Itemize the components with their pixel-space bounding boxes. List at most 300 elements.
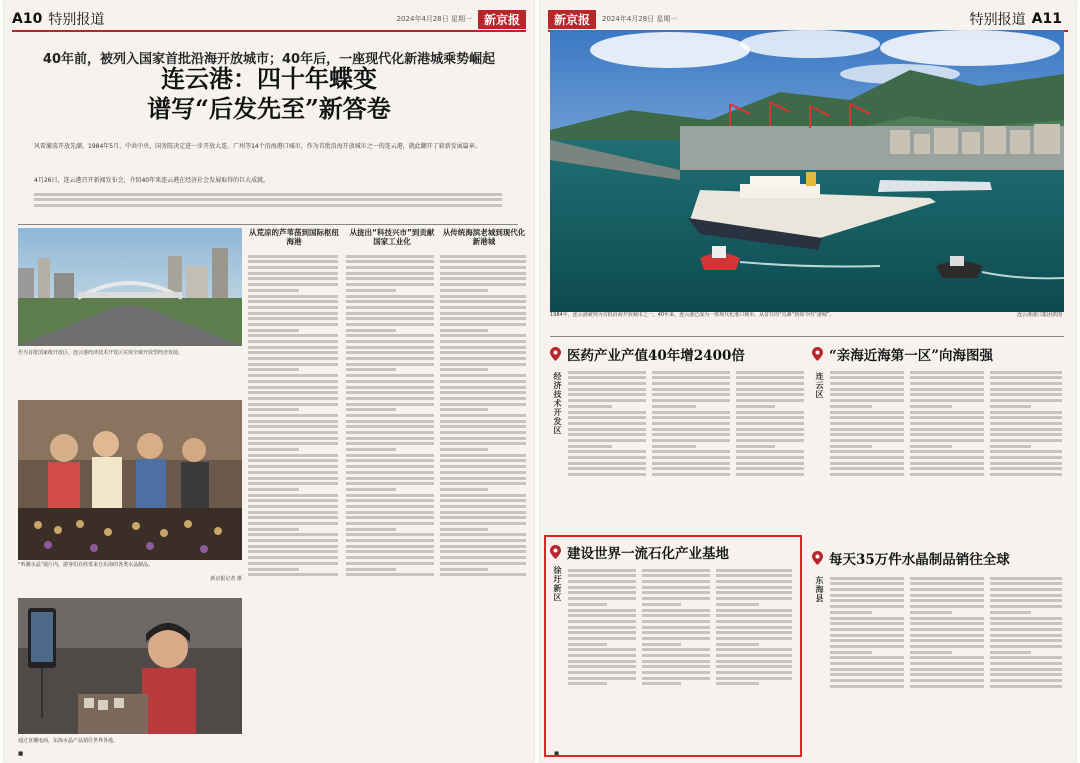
text-line bbox=[440, 397, 526, 400]
text-line bbox=[910, 388, 984, 391]
text-line bbox=[990, 456, 1062, 459]
text-line bbox=[346, 568, 396, 571]
text-line bbox=[910, 416, 984, 419]
text-line bbox=[440, 414, 526, 417]
text-line bbox=[248, 408, 299, 411]
text-line bbox=[910, 582, 984, 585]
text-line bbox=[990, 416, 1062, 419]
text-line bbox=[910, 376, 984, 379]
text-line bbox=[830, 582, 904, 585]
text-line bbox=[736, 422, 804, 425]
text-line bbox=[910, 594, 984, 597]
story-headline-4 bbox=[812, 548, 1010, 568]
text-line bbox=[990, 376, 1062, 379]
story-4-column-3 bbox=[990, 574, 1064, 748]
text-line bbox=[830, 456, 904, 459]
text-line bbox=[248, 403, 338, 406]
text-line bbox=[736, 433, 804, 436]
story-title-4: 每天35万件水晶制品销往全球 bbox=[829, 552, 1010, 568]
text-line bbox=[568, 376, 646, 379]
text-line bbox=[346, 414, 434, 417]
text-line bbox=[346, 573, 434, 576]
text-line bbox=[830, 594, 904, 597]
text-line bbox=[830, 439, 904, 442]
highlight-box bbox=[544, 535, 802, 757]
text-line bbox=[248, 522, 338, 525]
text-line bbox=[346, 346, 434, 349]
body-column-2 bbox=[346, 252, 436, 738]
text-line bbox=[346, 511, 434, 514]
text-line bbox=[568, 428, 646, 431]
text-line bbox=[346, 499, 434, 502]
text-line bbox=[990, 405, 1031, 408]
text-line bbox=[652, 450, 730, 453]
district-label-1: 经济技术开发区 bbox=[553, 372, 562, 435]
text-line bbox=[568, 462, 646, 465]
text-line bbox=[346, 283, 434, 286]
text-line bbox=[910, 422, 984, 425]
newspaper-logo: 新京报 bbox=[478, 10, 526, 29]
photo-caption-2: “听潮水晶”展厅内，游客们在欣赏来自东海的各类水晶制品。 bbox=[18, 562, 154, 568]
text-line bbox=[440, 573, 526, 576]
text-line bbox=[248, 266, 338, 269]
text-line bbox=[248, 340, 338, 343]
text-line bbox=[990, 673, 1062, 676]
text-line bbox=[248, 397, 338, 400]
text-line bbox=[248, 295, 338, 298]
left-header bbox=[12, 8, 526, 32]
district-label-3: 徐圩新区 bbox=[553, 566, 562, 602]
text-line bbox=[910, 399, 984, 402]
story-1-column-1 bbox=[568, 368, 648, 530]
text-line bbox=[346, 351, 434, 354]
title-line-1: 连云港：四十年蝶变 bbox=[161, 64, 377, 93]
text-line bbox=[440, 403, 526, 406]
text-line bbox=[346, 459, 434, 462]
text-line bbox=[990, 439, 1062, 442]
text-line bbox=[910, 599, 984, 602]
text-line bbox=[652, 422, 730, 425]
divider bbox=[550, 336, 1064, 337]
text-line bbox=[346, 550, 434, 553]
text-line bbox=[34, 198, 502, 201]
text-line bbox=[830, 611, 872, 614]
text-line bbox=[346, 295, 434, 298]
text-line bbox=[346, 312, 434, 315]
newspaper-logo: 新京报 bbox=[548, 10, 596, 29]
text-line bbox=[440, 312, 526, 315]
text-line bbox=[248, 568, 299, 571]
text-line bbox=[248, 454, 338, 457]
text-line bbox=[346, 363, 434, 366]
text-line bbox=[910, 611, 952, 614]
text-line bbox=[830, 656, 904, 659]
text-line bbox=[990, 622, 1062, 625]
text-line bbox=[736, 445, 775, 448]
text-line bbox=[736, 450, 804, 453]
text-line bbox=[346, 397, 434, 400]
text-line bbox=[910, 617, 984, 620]
main-title bbox=[4, 64, 534, 124]
text-line bbox=[568, 473, 646, 476]
section-name: 特别报道 bbox=[969, 12, 1026, 28]
text-line bbox=[440, 511, 526, 514]
text-line bbox=[346, 272, 434, 275]
text-line bbox=[346, 323, 434, 326]
text-line bbox=[910, 456, 984, 459]
text-line bbox=[346, 431, 434, 434]
subhead-1: 从荒凉的芦苇荡到国际枢纽海港 bbox=[249, 228, 339, 246]
text-line bbox=[440, 340, 526, 343]
text-line bbox=[830, 605, 904, 608]
text-line bbox=[990, 450, 1062, 453]
text-line bbox=[830, 411, 904, 414]
text-line bbox=[910, 651, 952, 654]
text-line bbox=[652, 445, 696, 448]
text-line bbox=[568, 382, 646, 385]
text-line bbox=[248, 386, 338, 389]
text-line bbox=[736, 439, 804, 442]
text-line bbox=[830, 467, 904, 470]
text-line bbox=[990, 685, 1062, 688]
text-line bbox=[652, 399, 730, 402]
text-line bbox=[652, 393, 730, 396]
text-line bbox=[248, 312, 338, 315]
text-line bbox=[568, 456, 646, 459]
text-line bbox=[910, 639, 984, 642]
text-line bbox=[440, 346, 526, 349]
text-line bbox=[830, 685, 904, 688]
text-line bbox=[248, 516, 338, 519]
text-line bbox=[346, 334, 434, 337]
text-line bbox=[440, 283, 526, 286]
text-line bbox=[830, 599, 904, 602]
text-line bbox=[830, 388, 904, 391]
text-line bbox=[910, 577, 984, 580]
port-photo-caption-text: 1984年，连云港被列为首批沿海开放城市之一。40年来，连云港已成为一座现代化港口城市，从昔日的“荒滩”到如今的“港城”。 bbox=[550, 312, 835, 318]
text-line bbox=[910, 685, 984, 688]
text-line bbox=[440, 522, 526, 525]
text-line bbox=[346, 562, 434, 565]
text-line bbox=[248, 545, 338, 548]
text-line bbox=[736, 411, 804, 414]
text-line bbox=[248, 323, 338, 326]
story-4-column-2 bbox=[910, 574, 986, 748]
text-line bbox=[440, 482, 526, 485]
text-line bbox=[652, 371, 730, 374]
story-2-column-1 bbox=[830, 368, 906, 530]
text-line bbox=[248, 346, 338, 349]
location-pin-icon bbox=[812, 551, 823, 565]
text-line bbox=[910, 405, 952, 408]
text-line bbox=[990, 628, 1062, 631]
text-line bbox=[910, 668, 984, 671]
text-line bbox=[830, 399, 904, 402]
text-line bbox=[346, 368, 396, 371]
story-title-1: 医药产业产值40年增2400倍 bbox=[567, 348, 745, 364]
text-line bbox=[248, 482, 338, 485]
text-line bbox=[346, 306, 434, 309]
text-line bbox=[440, 255, 526, 258]
text-line bbox=[346, 533, 434, 536]
text-line bbox=[248, 317, 338, 320]
text-line bbox=[440, 317, 526, 320]
text-line bbox=[440, 374, 526, 377]
body-column-1 bbox=[248, 252, 340, 738]
story-headline-1 bbox=[550, 344, 745, 364]
text-line bbox=[990, 599, 1062, 602]
text-line bbox=[346, 516, 434, 519]
text-line bbox=[248, 562, 338, 565]
text-line bbox=[248, 442, 338, 445]
text-line bbox=[990, 594, 1062, 597]
story-4-column-1 bbox=[830, 574, 906, 748]
text-line bbox=[568, 371, 646, 374]
text-line bbox=[440, 408, 488, 411]
photo-credit-2: 新京报记者 摄 bbox=[210, 576, 242, 582]
text-line bbox=[910, 439, 984, 442]
text-line bbox=[990, 577, 1062, 580]
text-line bbox=[248, 465, 338, 468]
text-line bbox=[440, 528, 488, 531]
text-line bbox=[440, 471, 526, 474]
text-line bbox=[248, 334, 338, 337]
text-line bbox=[990, 634, 1062, 637]
text-line bbox=[910, 371, 984, 374]
text-line bbox=[346, 289, 396, 292]
text-line bbox=[830, 428, 904, 431]
text-line bbox=[440, 442, 526, 445]
text-line bbox=[568, 439, 646, 442]
page-footer: ■ bbox=[18, 751, 24, 757]
text-line bbox=[346, 522, 434, 525]
text-line bbox=[990, 428, 1062, 431]
text-line bbox=[346, 408, 396, 411]
left-page bbox=[4, 0, 534, 763]
text-line bbox=[34, 204, 502, 207]
section-name: 特别报道 bbox=[48, 12, 105, 28]
text-line bbox=[990, 473, 1062, 476]
lead-body bbox=[34, 190, 504, 220]
text-line bbox=[990, 588, 1062, 591]
text-line bbox=[652, 411, 730, 414]
text-line bbox=[346, 386, 434, 389]
text-line bbox=[990, 639, 1062, 642]
text-line bbox=[736, 376, 804, 379]
text-line bbox=[830, 445, 872, 448]
text-line bbox=[440, 391, 526, 394]
text-line bbox=[440, 562, 526, 565]
text-line bbox=[34, 193, 502, 196]
text-line bbox=[248, 277, 338, 280]
text-line bbox=[830, 651, 872, 654]
text-line bbox=[830, 382, 904, 385]
text-line bbox=[440, 556, 526, 559]
photo-port-aerial bbox=[550, 30, 1064, 312]
text-line bbox=[990, 679, 1062, 682]
story-title-2: “亲海近海第一区”向海图强 bbox=[829, 348, 994, 364]
text-line bbox=[830, 473, 904, 476]
text-line bbox=[346, 442, 434, 445]
page-number: A10 bbox=[12, 11, 43, 27]
text-line bbox=[736, 456, 804, 459]
text-line bbox=[346, 465, 434, 468]
text-line bbox=[248, 368, 299, 371]
text-line bbox=[346, 255, 434, 258]
text-line bbox=[910, 673, 984, 676]
text-line bbox=[652, 428, 730, 431]
text-line bbox=[830, 645, 904, 648]
text-line bbox=[440, 368, 488, 371]
text-line bbox=[346, 329, 396, 332]
text-line bbox=[990, 422, 1062, 425]
text-line bbox=[248, 533, 338, 536]
text-line bbox=[652, 416, 730, 419]
text-line bbox=[346, 505, 434, 508]
text-line bbox=[346, 374, 434, 377]
district-label-2: 连云区 bbox=[815, 372, 824, 399]
port-photo-caption bbox=[550, 312, 1062, 319]
subhead-2: 从拢出“科技兴市”到贡献国家工业化 bbox=[349, 228, 435, 246]
text-line bbox=[440, 550, 526, 553]
text-line bbox=[652, 439, 730, 442]
text-line bbox=[440, 329, 488, 332]
photo-caption-1: 作为首批国家级开放区，连云港经济技术开发区实现全域开放型经济发展。 bbox=[18, 350, 184, 356]
text-line bbox=[568, 388, 646, 391]
text-line bbox=[440, 266, 526, 269]
text-line bbox=[736, 428, 804, 431]
text-line bbox=[440, 363, 526, 366]
text-line bbox=[910, 628, 984, 631]
text-line bbox=[568, 405, 612, 408]
photo-livestream bbox=[18, 598, 242, 734]
lead-paragraph-1: 风雷激荡开放先潮。1984年5月，中共中央、国务院决定进一步开放大连、广州等14个沿海港口城市，作为首批沿海开放城市之一的连云港，就此翻开了崭新发展篇章。 bbox=[34, 143, 481, 150]
text-line bbox=[346, 300, 434, 303]
text-line bbox=[248, 477, 338, 480]
text-line bbox=[346, 488, 396, 491]
text-line bbox=[830, 622, 904, 625]
text-line bbox=[440, 295, 526, 298]
story-1-column-3 bbox=[736, 368, 806, 530]
text-line bbox=[440, 533, 526, 536]
text-line bbox=[990, 371, 1062, 374]
text-line bbox=[346, 494, 434, 497]
text-line bbox=[652, 433, 730, 436]
text-line bbox=[990, 399, 1062, 402]
text-line bbox=[910, 433, 984, 436]
text-line bbox=[830, 668, 904, 671]
page-footer: ■ bbox=[554, 751, 560, 757]
text-line bbox=[990, 411, 1062, 414]
text-line bbox=[248, 471, 338, 474]
text-line bbox=[990, 382, 1062, 385]
text-line bbox=[736, 382, 804, 385]
text-line bbox=[248, 437, 338, 440]
text-line bbox=[440, 380, 526, 383]
text-line bbox=[910, 467, 984, 470]
text-line bbox=[346, 437, 434, 440]
text-line bbox=[830, 376, 904, 379]
text-line bbox=[440, 300, 526, 303]
location-pin-icon bbox=[812, 347, 823, 361]
text-line bbox=[990, 668, 1062, 671]
text-line bbox=[248, 488, 299, 491]
text-line bbox=[568, 393, 646, 396]
photo-crystal-shop bbox=[18, 400, 242, 560]
text-line bbox=[440, 448, 488, 451]
text-line bbox=[248, 459, 338, 462]
text-line bbox=[990, 445, 1031, 448]
text-line bbox=[830, 462, 904, 465]
text-line bbox=[910, 473, 984, 476]
text-line bbox=[346, 260, 434, 263]
text-line bbox=[440, 272, 526, 275]
text-line bbox=[736, 416, 804, 419]
text-line bbox=[910, 645, 984, 648]
text-line bbox=[990, 462, 1062, 465]
text-line bbox=[248, 528, 299, 531]
text-line bbox=[346, 482, 434, 485]
text-line bbox=[440, 568, 488, 571]
text-line bbox=[830, 588, 904, 591]
text-line bbox=[248, 306, 338, 309]
text-line bbox=[440, 516, 526, 519]
body-column-3 bbox=[440, 252, 528, 738]
text-line bbox=[736, 388, 804, 391]
text-line bbox=[248, 550, 338, 553]
text-line bbox=[568, 399, 646, 402]
text-line bbox=[440, 545, 526, 548]
text-line bbox=[248, 300, 338, 303]
text-line bbox=[830, 634, 904, 637]
text-line bbox=[440, 425, 526, 428]
story-2-column-3 bbox=[990, 368, 1064, 530]
text-line bbox=[346, 528, 396, 531]
page-number: A11 bbox=[1031, 11, 1062, 27]
photo-development-zone bbox=[18, 228, 242, 346]
text-line bbox=[830, 450, 904, 453]
text-line bbox=[652, 462, 730, 465]
text-line bbox=[248, 380, 338, 383]
text-line bbox=[652, 456, 730, 459]
text-line bbox=[440, 386, 526, 389]
title-line-2: 谱写“后发先至”新答卷 bbox=[147, 94, 391, 123]
text-line bbox=[990, 393, 1062, 396]
text-line bbox=[440, 420, 526, 423]
text-line bbox=[990, 645, 1062, 648]
text-line bbox=[910, 634, 984, 637]
text-line bbox=[440, 459, 526, 462]
text-line bbox=[248, 272, 338, 275]
text-line bbox=[248, 414, 338, 417]
lead-paragraph-2: 4月26日，连云港召开新闻发布会，介绍40年来连云港在经济社会发展取得的巨大成就。 bbox=[34, 177, 270, 184]
text-line bbox=[346, 340, 434, 343]
text-line bbox=[248, 505, 338, 508]
story-1-column-2 bbox=[652, 368, 732, 530]
text-line bbox=[830, 393, 904, 396]
text-line bbox=[440, 494, 526, 497]
text-line bbox=[248, 351, 338, 354]
text-line bbox=[910, 450, 984, 453]
text-line bbox=[990, 617, 1062, 620]
text-line bbox=[248, 420, 338, 423]
text-line bbox=[568, 450, 646, 453]
issue-date: 2024年4月28日 星期一 bbox=[602, 15, 678, 23]
photo-caption-3: 通过直播电商，东海水晶产品销往世界各地。 bbox=[18, 738, 119, 744]
text-line bbox=[830, 617, 904, 620]
text-line bbox=[736, 399, 804, 402]
text-line bbox=[440, 437, 526, 440]
